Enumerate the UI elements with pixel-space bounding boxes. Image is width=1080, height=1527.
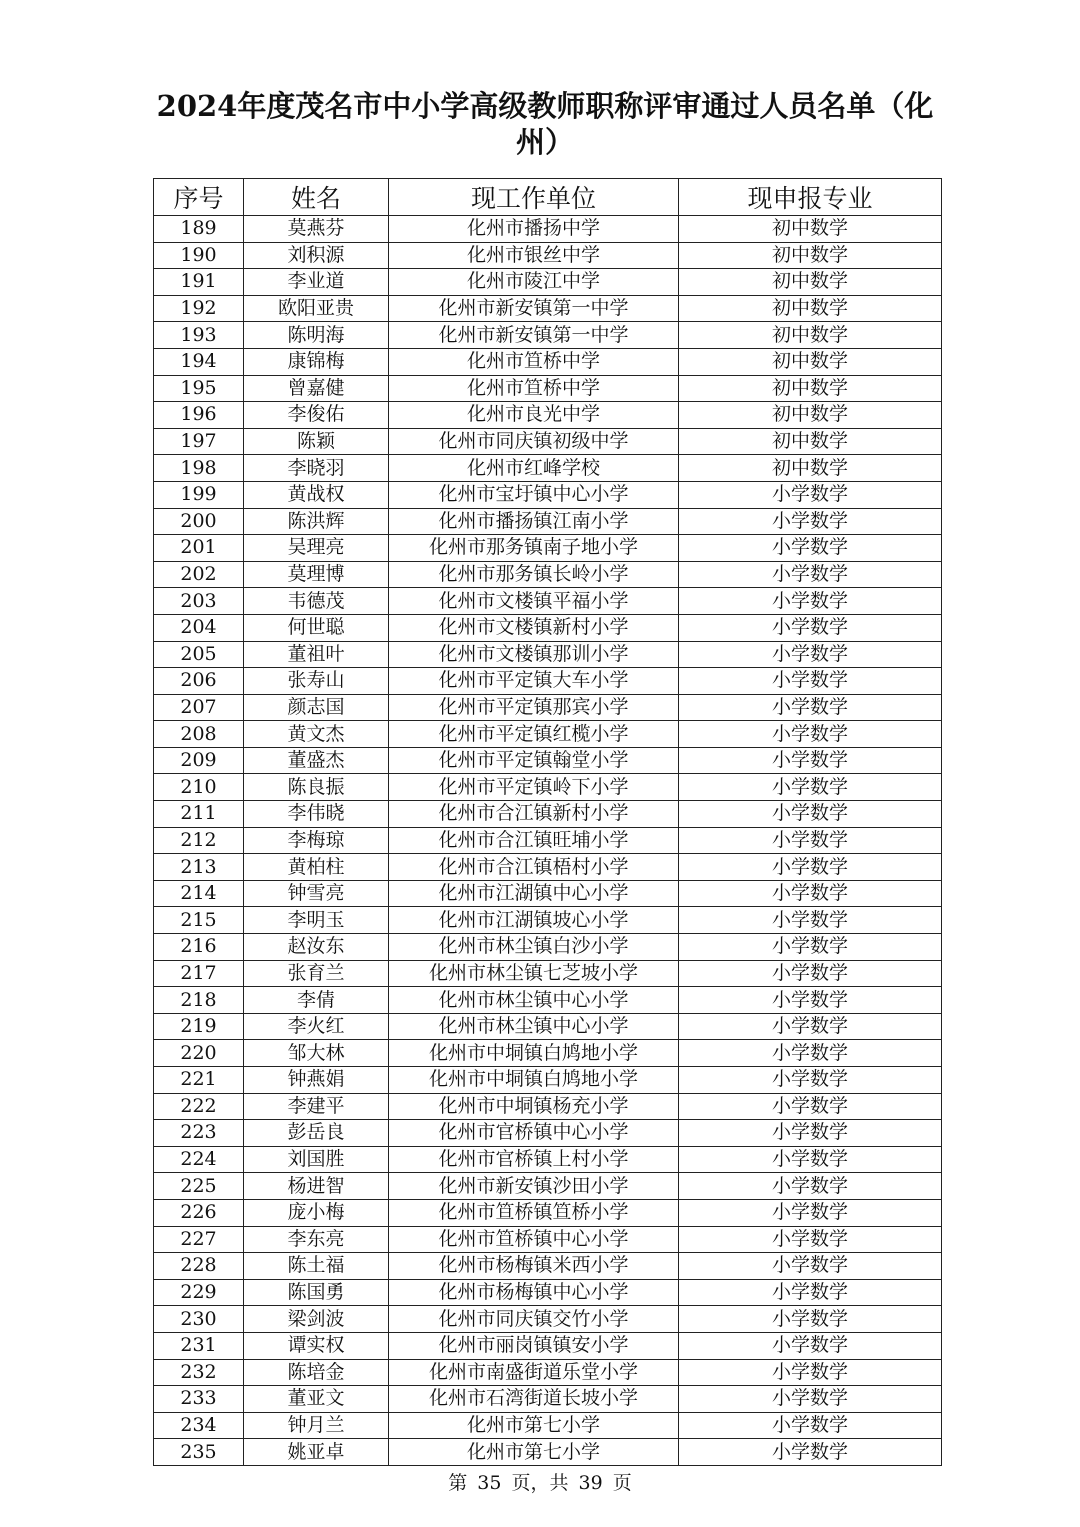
table-row bbox=[154, 481, 942, 508]
cell-name: 彭岳良 bbox=[244, 1120, 389, 1147]
cell-no: 209 bbox=[154, 747, 244, 774]
cell-unit: 化州市林尘镇白沙小学 bbox=[389, 934, 679, 961]
cell-name: 陈培金 bbox=[244, 1359, 389, 1386]
personnel-table bbox=[153, 178, 942, 1466]
page-footer bbox=[0, 1468, 1080, 1495]
cell-name: 董祖叶 bbox=[244, 641, 389, 668]
cell-unit: 化州市笪桥镇笪桥小学 bbox=[389, 1199, 679, 1226]
cell-unit: 化州市同庆镇初级中学 bbox=[389, 428, 679, 455]
table-row bbox=[154, 1226, 942, 1253]
cell-name: 欧阳亚贵 bbox=[244, 295, 389, 322]
footer-page-number: 35 bbox=[477, 1472, 502, 1494]
cell-name: 李明玉 bbox=[244, 907, 389, 934]
cell-unit: 化州市第七小学 bbox=[389, 1412, 679, 1439]
cell-major: 初中数学 bbox=[679, 428, 942, 455]
cell-no: 199 bbox=[154, 481, 244, 508]
cell-no: 203 bbox=[154, 588, 244, 615]
table-row bbox=[154, 801, 942, 828]
table-row bbox=[154, 827, 942, 854]
cell-no: 197 bbox=[154, 428, 244, 455]
cell-major: 小学数学 bbox=[679, 588, 942, 615]
cell-unit: 化州市文楼镇新村小学 bbox=[389, 614, 679, 641]
cell-no: 191 bbox=[154, 269, 244, 296]
cell-no: 204 bbox=[154, 614, 244, 641]
cell-no: 229 bbox=[154, 1279, 244, 1306]
footer-suffix: 页 bbox=[612, 1472, 632, 1494]
cell-major: 小学数学 bbox=[679, 1332, 942, 1359]
table-row bbox=[154, 747, 942, 774]
cell-major: 小学数学 bbox=[679, 827, 942, 854]
table-row bbox=[154, 561, 942, 588]
cell-no: 198 bbox=[154, 455, 244, 482]
cell-major: 小学数学 bbox=[679, 1226, 942, 1253]
cell-unit: 化州市官桥镇中心小学 bbox=[389, 1120, 679, 1147]
cell-unit: 化州市那务镇南子地小学 bbox=[389, 535, 679, 562]
cell-name: 黄文杰 bbox=[244, 721, 389, 748]
cell-no: 192 bbox=[154, 295, 244, 322]
cell-no: 213 bbox=[154, 854, 244, 881]
cell-no: 212 bbox=[154, 827, 244, 854]
cell-no: 219 bbox=[154, 1013, 244, 1040]
table-row bbox=[154, 880, 942, 907]
cell-major: 小学数学 bbox=[679, 987, 942, 1014]
cell-major: 小学数学 bbox=[679, 614, 942, 641]
cell-no: 235 bbox=[154, 1439, 244, 1466]
cell-no: 220 bbox=[154, 1040, 244, 1067]
cell-name: 陈洪辉 bbox=[244, 508, 389, 535]
cell-unit: 化州市那务镇长岭小学 bbox=[389, 561, 679, 588]
cell-major: 小学数学 bbox=[679, 1439, 942, 1466]
cell-major: 小学数学 bbox=[679, 721, 942, 748]
table-row bbox=[154, 1040, 942, 1067]
table-row bbox=[154, 1120, 942, 1147]
cell-name: 陈国勇 bbox=[244, 1279, 389, 1306]
header-name: 姓名 bbox=[244, 179, 389, 216]
cell-major: 小学数学 bbox=[679, 668, 942, 695]
cell-unit: 化州市播扬中学 bbox=[389, 216, 679, 243]
table-row bbox=[154, 774, 942, 801]
table-row bbox=[154, 535, 942, 562]
cell-name: 康锦梅 bbox=[244, 348, 389, 375]
cell-major: 小学数学 bbox=[679, 747, 942, 774]
cell-unit: 化州市平定镇翰堂小学 bbox=[389, 747, 679, 774]
cell-unit: 化州市合江镇旺埔小学 bbox=[389, 827, 679, 854]
table-row bbox=[154, 1067, 942, 1094]
cell-name: 刘积源 bbox=[244, 242, 389, 269]
header-unit: 现工作单位 bbox=[389, 179, 679, 216]
cell-name: 李伟晓 bbox=[244, 801, 389, 828]
cell-major: 小学数学 bbox=[679, 1279, 942, 1306]
cell-no: 208 bbox=[154, 721, 244, 748]
cell-major: 小学数学 bbox=[679, 1067, 942, 1094]
header-major: 现申报专业 bbox=[679, 179, 942, 216]
cell-unit: 化州市林尘镇中心小学 bbox=[389, 1013, 679, 1040]
cell-no: 224 bbox=[154, 1146, 244, 1173]
cell-unit: 化州市第七小学 bbox=[389, 1439, 679, 1466]
cell-no: 215 bbox=[154, 907, 244, 934]
cell-no: 194 bbox=[154, 348, 244, 375]
cell-name: 李建平 bbox=[244, 1093, 389, 1120]
table-row bbox=[154, 1332, 942, 1359]
cell-major: 小学数学 bbox=[679, 1173, 942, 1200]
cell-major: 初中数学 bbox=[679, 322, 942, 349]
cell-unit: 化州市江湖镇坡心小学 bbox=[389, 907, 679, 934]
cell-major: 初中数学 bbox=[679, 242, 942, 269]
cell-name: 李晓羽 bbox=[244, 455, 389, 482]
table-row bbox=[154, 1253, 942, 1280]
cell-major: 初中数学 bbox=[679, 269, 942, 296]
cell-major: 小学数学 bbox=[679, 1253, 942, 1280]
cell-unit: 化州市平定镇岭下小学 bbox=[389, 774, 679, 801]
cell-major: 小学数学 bbox=[679, 1093, 942, 1120]
table-header-row bbox=[154, 179, 942, 216]
cell-major: 小学数学 bbox=[679, 1412, 942, 1439]
cell-name: 庞小梅 bbox=[244, 1199, 389, 1226]
cell-no: 233 bbox=[154, 1386, 244, 1413]
table-row bbox=[154, 1146, 942, 1173]
table-row bbox=[154, 428, 942, 455]
cell-major: 小学数学 bbox=[679, 960, 942, 987]
cell-unit: 化州市新安镇第一中学 bbox=[389, 322, 679, 349]
table-row bbox=[154, 854, 942, 881]
cell-no: 222 bbox=[154, 1093, 244, 1120]
cell-unit: 化州市官桥镇上村小学 bbox=[389, 1146, 679, 1173]
cell-name: 李倩 bbox=[244, 987, 389, 1014]
cell-major: 初中数学 bbox=[679, 402, 942, 429]
cell-no: 202 bbox=[154, 561, 244, 588]
cell-unit: 化州市中垌镇白鸠地小学 bbox=[389, 1067, 679, 1094]
cell-no: 190 bbox=[154, 242, 244, 269]
cell-no: 214 bbox=[154, 880, 244, 907]
cell-unit: 化州市石湾街道长坡小学 bbox=[389, 1386, 679, 1413]
table-row bbox=[154, 402, 942, 429]
cell-no: 196 bbox=[154, 402, 244, 429]
cell-name: 张寿山 bbox=[244, 668, 389, 695]
cell-no: 232 bbox=[154, 1359, 244, 1386]
cell-major: 小学数学 bbox=[679, 934, 942, 961]
cell-no: 217 bbox=[154, 960, 244, 987]
cell-major: 小学数学 bbox=[679, 1040, 942, 1067]
cell-no: 234 bbox=[154, 1412, 244, 1439]
cell-unit: 化州市合江镇新村小学 bbox=[389, 801, 679, 828]
table-row bbox=[154, 1013, 942, 1040]
cell-major: 小学数学 bbox=[679, 1306, 942, 1333]
cell-no: 230 bbox=[154, 1306, 244, 1333]
cell-no: 216 bbox=[154, 934, 244, 961]
cell-no: 206 bbox=[154, 668, 244, 695]
cell-unit: 化州市林尘镇中心小学 bbox=[389, 987, 679, 1014]
cell-no: 227 bbox=[154, 1226, 244, 1253]
cell-name: 吴理亮 bbox=[244, 535, 389, 562]
table-row bbox=[154, 348, 942, 375]
table-row bbox=[154, 721, 942, 748]
cell-name: 莫燕芬 bbox=[244, 216, 389, 243]
table-row bbox=[154, 1412, 942, 1439]
cell-major: 小学数学 bbox=[679, 641, 942, 668]
cell-no: 189 bbox=[154, 216, 244, 243]
cell-name: 李东亮 bbox=[244, 1226, 389, 1253]
header-no: 序号 bbox=[154, 179, 244, 216]
cell-unit: 化州市中垌镇白鸠地小学 bbox=[389, 1040, 679, 1067]
cell-unit: 化州市宝圩镇中心小学 bbox=[389, 481, 679, 508]
cell-name: 陈良振 bbox=[244, 774, 389, 801]
table-row bbox=[154, 1306, 942, 1333]
cell-name: 钟月兰 bbox=[244, 1412, 389, 1439]
cell-no: 228 bbox=[154, 1253, 244, 1280]
cell-name: 韦德茂 bbox=[244, 588, 389, 615]
footer-prefix: 第 bbox=[448, 1472, 468, 1494]
cell-major: 小学数学 bbox=[679, 694, 942, 721]
cell-unit: 化州市江湖镇中心小学 bbox=[389, 880, 679, 907]
cell-no: 193 bbox=[154, 322, 244, 349]
cell-name: 钟燕娟 bbox=[244, 1067, 389, 1094]
cell-major: 小学数学 bbox=[679, 1199, 942, 1226]
cell-name: 何世聪 bbox=[244, 614, 389, 641]
table-row bbox=[154, 1199, 942, 1226]
table-row bbox=[154, 694, 942, 721]
footer-total-pages: 39 bbox=[578, 1472, 603, 1494]
cell-unit: 化州市红峰学校 bbox=[389, 455, 679, 482]
table-row bbox=[154, 1439, 942, 1466]
cell-name: 姚亚卓 bbox=[244, 1439, 389, 1466]
cell-name: 邹大林 bbox=[244, 1040, 389, 1067]
cell-unit: 化州市笪桥中学 bbox=[389, 375, 679, 402]
cell-unit: 化州市银丝中学 bbox=[389, 242, 679, 269]
cell-name: 颜志国 bbox=[244, 694, 389, 721]
cell-unit: 化州市平定镇大车小学 bbox=[389, 668, 679, 695]
cell-name: 莫理博 bbox=[244, 561, 389, 588]
cell-major: 小学数学 bbox=[679, 1359, 942, 1386]
cell-unit: 化州市笪桥镇中心小学 bbox=[389, 1226, 679, 1253]
table-row bbox=[154, 508, 942, 535]
cell-no: 207 bbox=[154, 694, 244, 721]
cell-unit: 化州市杨梅镇中心小学 bbox=[389, 1279, 679, 1306]
table-row bbox=[154, 987, 942, 1014]
cell-unit: 化州市陵江中学 bbox=[389, 269, 679, 296]
table-row bbox=[154, 668, 942, 695]
cell-name: 刘国胜 bbox=[244, 1146, 389, 1173]
cell-name: 董盛杰 bbox=[244, 747, 389, 774]
cell-major: 初中数学 bbox=[679, 295, 942, 322]
cell-major: 小学数学 bbox=[679, 481, 942, 508]
cell-major: 初中数学 bbox=[679, 375, 942, 402]
cell-name: 陈土福 bbox=[244, 1253, 389, 1280]
table-row bbox=[154, 242, 942, 269]
cell-major: 小学数学 bbox=[679, 774, 942, 801]
table-row bbox=[154, 1093, 942, 1120]
cell-unit: 化州市同庆镇交竹小学 bbox=[389, 1306, 679, 1333]
cell-major: 初中数学 bbox=[679, 348, 942, 375]
table-row bbox=[154, 960, 942, 987]
cell-no: 231 bbox=[154, 1332, 244, 1359]
cell-name: 曾嘉健 bbox=[244, 375, 389, 402]
cell-major: 小学数学 bbox=[679, 1013, 942, 1040]
cell-name: 李火红 bbox=[244, 1013, 389, 1040]
cell-unit: 化州市丽岗镇镇安小学 bbox=[389, 1332, 679, 1359]
cell-unit: 化州市合江镇梧村小学 bbox=[389, 854, 679, 881]
cell-major: 小学数学 bbox=[679, 535, 942, 562]
cell-name: 谭实权 bbox=[244, 1332, 389, 1359]
cell-name: 董亚文 bbox=[244, 1386, 389, 1413]
cell-name: 李梅琼 bbox=[244, 827, 389, 854]
table-row bbox=[154, 1279, 942, 1306]
cell-unit: 化州市新安镇沙田小学 bbox=[389, 1173, 679, 1200]
cell-major: 小学数学 bbox=[679, 1120, 942, 1147]
table-row bbox=[154, 269, 942, 296]
cell-no: 200 bbox=[154, 508, 244, 535]
table-row bbox=[154, 641, 942, 668]
cell-no: 218 bbox=[154, 987, 244, 1014]
table-row bbox=[154, 934, 942, 961]
cell-name: 李俊佑 bbox=[244, 402, 389, 429]
cell-major: 小学数学 bbox=[679, 1146, 942, 1173]
cell-name: 赵汝东 bbox=[244, 934, 389, 961]
cell-unit: 化州市杨梅镇米西小学 bbox=[389, 1253, 679, 1280]
cell-no: 205 bbox=[154, 641, 244, 668]
table-row bbox=[154, 322, 942, 349]
cell-name: 陈明海 bbox=[244, 322, 389, 349]
cell-name: 钟雪亮 bbox=[244, 880, 389, 907]
cell-name: 黄战权 bbox=[244, 481, 389, 508]
table-row bbox=[154, 1386, 942, 1413]
cell-major: 小学数学 bbox=[679, 1386, 942, 1413]
table-row bbox=[154, 295, 942, 322]
cell-no: 223 bbox=[154, 1120, 244, 1147]
cell-no: 226 bbox=[154, 1199, 244, 1226]
table-row bbox=[154, 588, 942, 615]
table-row bbox=[154, 375, 942, 402]
cell-name: 李业道 bbox=[244, 269, 389, 296]
table-row bbox=[154, 455, 942, 482]
table-row bbox=[154, 1173, 942, 1200]
cell-unit: 化州市良光中学 bbox=[389, 402, 679, 429]
cell-unit: 化州市林尘镇七芝坡小学 bbox=[389, 960, 679, 987]
cell-name: 梁剑波 bbox=[244, 1306, 389, 1333]
cell-no: 195 bbox=[154, 375, 244, 402]
cell-unit: 化州市平定镇那宾小学 bbox=[389, 694, 679, 721]
cell-major: 小学数学 bbox=[679, 907, 942, 934]
cell-no: 210 bbox=[154, 774, 244, 801]
cell-unit: 化州市笪桥中学 bbox=[389, 348, 679, 375]
cell-major: 小学数学 bbox=[679, 880, 942, 907]
table-row bbox=[154, 216, 942, 243]
cell-no: 201 bbox=[154, 535, 244, 562]
cell-unit: 化州市平定镇红榄小学 bbox=[389, 721, 679, 748]
cell-no: 225 bbox=[154, 1173, 244, 1200]
cell-unit: 化州市南盛街道乐堂小学 bbox=[389, 1359, 679, 1386]
cell-major: 小学数学 bbox=[679, 801, 942, 828]
cell-unit: 化州市播扬镇江南小学 bbox=[389, 508, 679, 535]
cell-major: 初中数学 bbox=[679, 216, 942, 243]
table-row bbox=[154, 907, 942, 934]
table-row bbox=[154, 1359, 942, 1386]
cell-unit: 化州市中垌镇杨充小学 bbox=[389, 1093, 679, 1120]
cell-name: 张育兰 bbox=[244, 960, 389, 987]
cell-name: 陈颖 bbox=[244, 428, 389, 455]
cell-major: 小学数学 bbox=[679, 854, 942, 881]
cell-major: 小学数学 bbox=[679, 561, 942, 588]
cell-unit: 化州市新安镇第一中学 bbox=[389, 295, 679, 322]
footer-mid: 页，共 bbox=[511, 1472, 569, 1494]
cell-name: 杨进智 bbox=[244, 1173, 389, 1200]
cell-no: 211 bbox=[154, 801, 244, 828]
document-title: 2024年度茂名市中小学高级教师职称评审通过人员名单（化州） bbox=[156, 89, 934, 159]
cell-name: 黄柏柱 bbox=[244, 854, 389, 881]
cell-major: 初中数学 bbox=[679, 455, 942, 482]
table-row bbox=[154, 614, 942, 641]
cell-unit: 化州市文楼镇那训小学 bbox=[389, 641, 679, 668]
cell-no: 221 bbox=[154, 1067, 244, 1094]
cell-major: 小学数学 bbox=[679, 508, 942, 535]
cell-unit: 化州市文楼镇平福小学 bbox=[389, 588, 679, 615]
